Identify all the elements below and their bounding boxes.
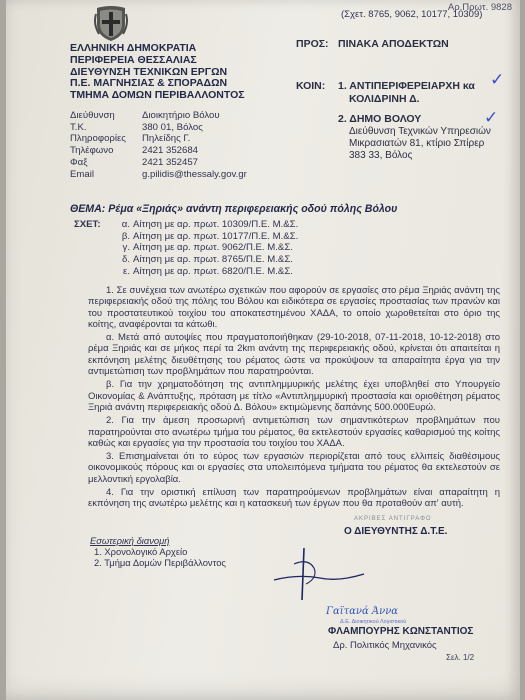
contact-value: 2421 352684	[142, 145, 199, 157]
body-paragraph: 2. Για την άμεση προσωρινή αντιμετώπιση των σημαντικότερων προβλημάτων που παρατηρούνται στο ανωτέρω τμήμα του ρέματος, θα εκτελεστούν εργασίες καθαρισμού της κοίτης καθώς και εργασίες για την προστασία του τοιχίου του ΧΑΔΑ.	[88, 415, 500, 449]
body-paragraph: β. Για την χρηματοδότηση της αντιπλημμυρικής μελέτης έχει υποβληθεί στο Υπουργείο Οικονομίας & Ανάπτυξης, πρόταση με τίτλο «Αντιπλημμυρική προστασία και οριοθέτηση ρέματος Ξηριά ανάντη περιφερειακής οδού Δ. Βόλου» εκτιμώμενης δαπάνης 500.000Ευρώ.	[88, 379, 500, 413]
cc-recipient-2-line: 383 33, Βόλος	[349, 150, 413, 161]
contact-label: Διεύθυνση	[70, 110, 115, 121]
references-label: ΣΧΕΤ:	[74, 219, 101, 230]
reference-text: Αίτηση με αρ. πρωτ. 10309/Π.Ε. Μ.&Σ.	[133, 219, 299, 230]
cc-recipient-2-line: Μικρασιατών 81, κτίριο Σπίρερ	[349, 138, 485, 149]
contact-label: Τ.Κ.	[70, 121, 87, 133]
signatory-role: Ο ΔΙΕΥΘΥΝΤΗΣ Δ.Τ.Ε.	[344, 526, 448, 537]
subject-line: ΘΕΜΑ: Ρέμα «Ξηριάς» ανάντη περιφερειακής οδού πόλης Βόλου	[70, 203, 398, 215]
handwritten-stamp-name: Γαϊτανά Άννα	[326, 606, 399, 617]
related-references: (Σχετ. 8765, 9062, 10177, 10309)	[341, 9, 483, 20]
greek-emblem-icon	[94, 4, 128, 42]
protocol-number: Αρ.Πρωτ. 9828	[447, 2, 512, 13]
to-label: ΠΡΟΣ:	[296, 38, 329, 50]
reference-letter: γ.	[122, 242, 130, 254]
body-paragraph: 1. Σε συνέχεια των ανωτέρω σχετικών που αφορούν σε εργασίες στο ρέμα Ξηριάς ανάντη της περιφερειακής οδού της πόλης του Βόλου και ειδικότερα σε εργασίες προστασίας των πρανών και του προστατευτικού τοιχίου του αποκατεστημένου ΧΑΔΑ, το οποίο χωροθετείται στο όριο της κοίτης, αναφέρονται τα κάτωθι.	[88, 285, 500, 330]
reference-letter: ε.	[123, 265, 130, 277]
issuer-line: ΤΜΗΜΑ ΔΟΜΩΝ ΠΕΡΙΒΑΛΛΟΝΤΟΣ	[70, 89, 245, 102]
cc-recipient-2: 2. ΔΗΜΟ ΒΟΛΟΥ	[338, 113, 422, 125]
page-number: Σελ. 1/2	[446, 653, 475, 662]
handwritten-stamp-subtitle: Δ.Ε. Διοικητικού Λογιστικού	[340, 619, 407, 625]
reference-text: Αίτηση με αρ. πρωτ. 6820/Π.Ε. Μ.&Σ.	[133, 265, 293, 277]
internal-distribution	[90, 535, 226, 568]
cc-recipient-2-line: Διεύθυνση Τεχνικών Υπηρεσιών	[349, 126, 491, 137]
distribution-title: Εσωτερική διανομή	[90, 535, 170, 546]
references-block	[74, 219, 298, 278]
reference-letter: β.	[121, 230, 130, 242]
issuer-line: ΕΛΛΗΝΙΚΗ ΔΗΜΟΚΡΑΤΙΑ	[70, 42, 197, 54]
issuer-line: ΠΕΡΙΦΕΡΕΙΑ ΘΕΣΣΑΛΙΑΣ	[70, 53, 197, 66]
contact-value: 2421 352457	[142, 156, 199, 168]
contact-label: Πληροφορίες	[70, 133, 126, 145]
signatory-degree: Δρ. Πολιτικός Μηχανικός	[333, 640, 437, 651]
document-page	[6, 0, 520, 700]
handwritten-signature-icon	[268, 544, 388, 604]
contact-label: Τηλέφωνο	[70, 145, 114, 157]
contact-label: Email	[70, 168, 94, 180]
reference-text: Αίτηση με αρ. πρωτ. 9062/Π.Ε. Μ.&Σ.	[133, 242, 293, 254]
contact-label: Φαξ	[70, 156, 88, 168]
cc-label: ΚΟΙΝ:	[296, 80, 326, 92]
letter-body	[88, 285, 500, 512]
distribution-item: 1. Χρονολογικό Αρχείο	[94, 546, 188, 557]
signatory-name: ΦΛΑΜΠΟΥΡΗΣ ΚΩΝΣΤΑΝΤΙΟΣ	[328, 626, 474, 637]
distribution-item: 2. Τμήμα Δομών Περιβάλλοντος	[94, 557, 226, 568]
reference-text: Αίτηση με αρ. πρωτ. 10177/Π.Ε. Μ.&Σ.	[133, 230, 299, 242]
check-mark-icon: ✓	[484, 108, 499, 128]
contact-block	[70, 110, 247, 180]
to-value: ΠΙΝΑΚΑ ΑΠΟΔΕΚΤΩΝ	[338, 38, 449, 50]
contact-email[interactable]: g.pilidis@thessaly.gov.gr	[142, 168, 247, 180]
issuer-line: ΔΙΕΥΘΥΝΣΗ ΤΕΧΝΙΚΩΝ ΕΡΓΩΝ	[70, 65, 228, 78]
reference-letter: α.	[121, 219, 130, 230]
issuer-line: Π.Ε. ΜΑΓΝΗΣΙΑΣ & ΣΠΟΡΑΔΩΝ	[70, 77, 228, 90]
reference-letter: δ.	[121, 254, 130, 266]
reference-text: Αίτηση με αρ. πρωτ. 8765/Π.Ε. Μ.&Σ.	[133, 254, 293, 266]
body-paragraph: 3. Επισημαίνεται ότι το εύρος των εργασιών περιορίζεται από τους ελλιπείς διαθέσιμους οικονομικούς πόρους και οι εργασίες στα υπολειπόμενα τμήματα του ρέματος θα εκτελεστούν σε μελλοντική εργολαβία.	[88, 451, 500, 485]
cc-recipient-1: 1. ΑΝΤΙΠΕΡΙΦΕΡΕΙΑΡΧΗ κα	[338, 80, 475, 92]
check-mark-icon: ✓	[490, 70, 505, 90]
cc-recipient-1-name: ΚΟΛΙΔΡΙΝΗ Δ.	[349, 93, 420, 105]
issuer-header	[70, 43, 245, 102]
contact-value: 380 01, Βόλος	[142, 121, 203, 133]
body-paragraph: α. Μετά από αυτοψίες που πραγματοποιήθηκαν (29-10-2018, 07-11-2018, 10-12-2018) στο ρέμα Ξηριάς και σε μήκος περί τα 2km ανάντη της περιφερειακής οδού, κρίνεται ότι απαιτείται η εκπόνηση μελέτης διευθέτησης του ρέματος ώστε να προκύψουν τα απαραίτητα έργα για την αντιμετώπιση των προβλημάτων που παρατηρούνται.	[88, 332, 500, 378]
body-paragraph: 4. Για την οριστική επίλυση των παρατηρούμενων προβλημάτων είναι απαραίτητη η εκπόνηση της ανωτέρω μελέτης και η κατασκευή των έργων που θα προταθούν απ' αυτή.	[88, 487, 500, 510]
copy-stamp: ΑΚΡΙΒΕΣ ΑΝΤΙΓΡΑΦΟ	[354, 516, 432, 522]
contact-value: Πηλείδης Γ.	[142, 133, 191, 145]
contact-value: Διοικητήριο Βόλου	[142, 110, 220, 121]
